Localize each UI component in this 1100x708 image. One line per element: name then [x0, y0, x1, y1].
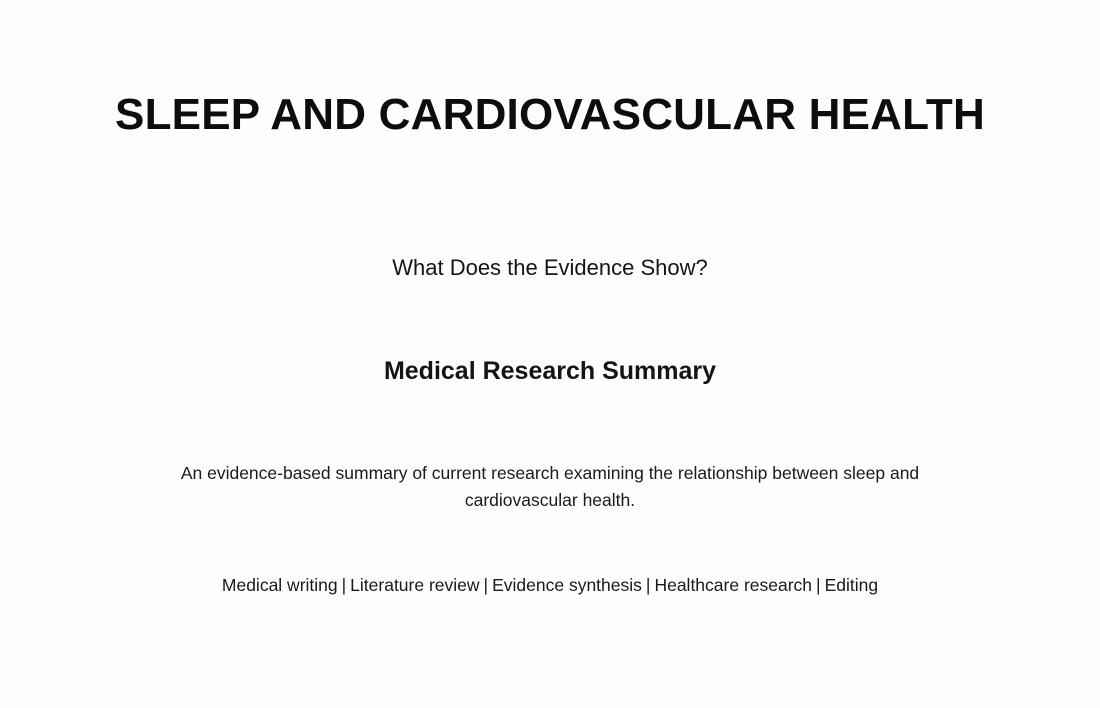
skill-item: Literature review: [350, 575, 480, 595]
skill-separator: |: [816, 575, 821, 595]
skill-item: Medical writing: [221, 575, 338, 595]
section-heading: Medical Research Summary: [383, 357, 717, 385]
skill-item: Healthcare research: [654, 575, 813, 595]
document-subtitle: What Does the Evidence Show?: [392, 255, 708, 280]
skill-item: Editing: [824, 575, 879, 595]
skills-line: [0, 572, 1100, 598]
skill-separator: |: [341, 575, 347, 595]
skill-item: Evidence synthesis: [492, 575, 642, 595]
document-title: SLEEP AND CARDIOVASCULAR HEALTH: [115, 90, 985, 139]
description-paragraph: An evidence-based summary of current research examining the relationship between sleep and cardiovascular health.: [180, 463, 920, 510]
skill-separator: |: [483, 575, 489, 595]
skill-separator: |: [645, 575, 651, 595]
